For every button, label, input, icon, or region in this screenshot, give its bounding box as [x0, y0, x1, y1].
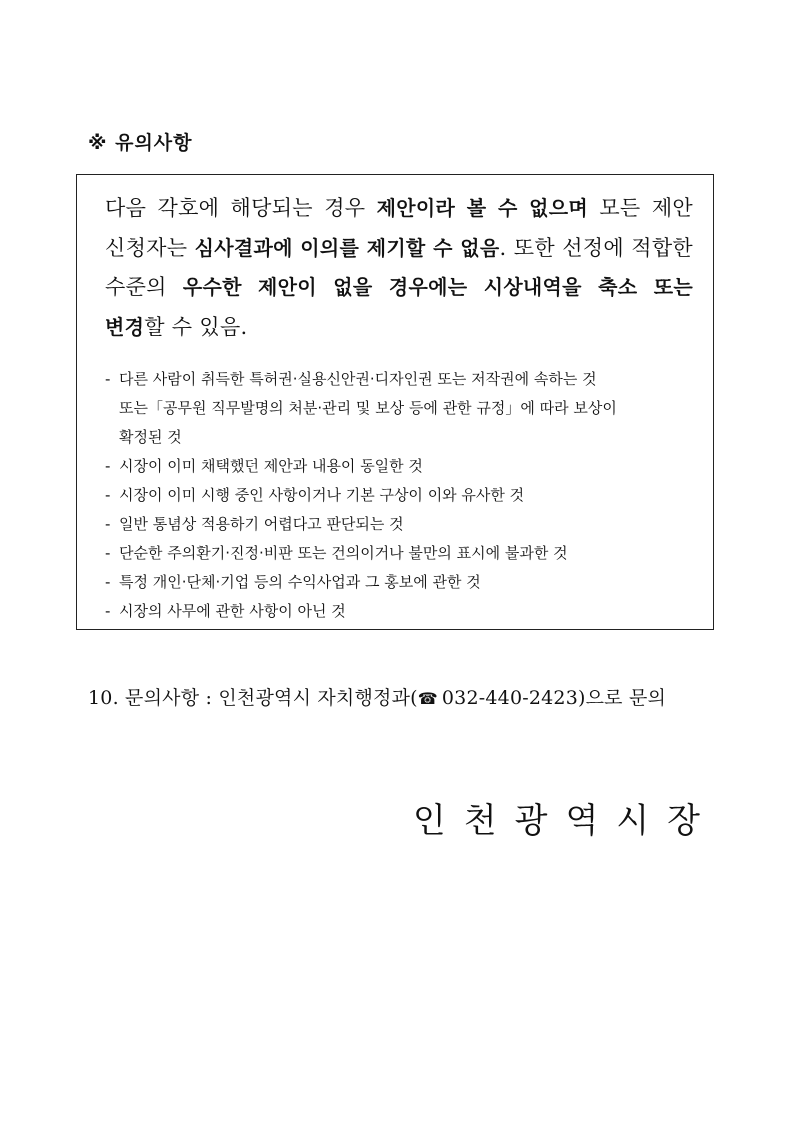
list-dash: -	[105, 515, 111, 533]
notice-line	[105, 189, 693, 229]
exclusion-list	[103, 365, 695, 626]
notice-emphasis: 제안이라 볼 수 없으며	[376, 196, 589, 220]
list-dash: -	[105, 602, 111, 620]
list-item	[103, 365, 695, 452]
notice-text: . 또한 선정에 적합한	[499, 235, 693, 260]
notice-text: 모든 제안	[588, 196, 693, 220]
notice-text: 할 수 있음.	[144, 314, 248, 339]
list-dash: -	[105, 573, 111, 591]
contact-suffix: )으로 문의	[578, 687, 667, 709]
list-item-text: 단순한 주의환기·진정·비판 또는 건의이거나 불만의 표시에 불과한 것	[119, 544, 568, 562]
issuer-signature: 인천광역시장	[412, 801, 718, 841]
contact-info	[88, 683, 666, 710]
notice-line	[105, 229, 693, 269]
list-item-text: 또는「공무원 직무발명의 처분·관리 및 보상 등에 관한 규정」에 따라 보상이	[119, 399, 617, 417]
list-item-text: 시장의 사무에 관한 사항이 아닌 것	[119, 602, 346, 620]
list-dash: -	[105, 486, 111, 504]
notice-text: 수준의	[105, 275, 183, 299]
notice-emphasis: 우수한 제안이 없을 경우에는 시상내역을 축소 또는	[182, 275, 693, 299]
notice-line	[105, 308, 693, 348]
contact-prefix: 10. 문의사항 : 인천광역시 자치행정과(	[88, 687, 418, 709]
list-item	[103, 481, 695, 510]
list-item	[103, 597, 695, 626]
list-item	[103, 539, 695, 568]
list-item-text: 시장이 이미 채택했던 제안과 내용이 동일한 것	[119, 457, 423, 475]
list-item-text: 특정 개인·단체·기업 등의 수익사업과 그 홍보에 관한 것	[119, 573, 481, 591]
list-item-text: 일반 통념상 적용하기 어렵다고 판단되는 것	[119, 515, 404, 533]
notice-box	[76, 174, 714, 630]
list-item	[103, 510, 695, 539]
list-item	[103, 452, 695, 481]
notice-line	[105, 268, 693, 308]
notice-text: 신청자는	[105, 235, 195, 260]
list-dash: -	[105, 544, 111, 562]
list-dash: -	[105, 370, 111, 388]
list-item-text: 다른 사람이 취득한 특허권·실용신안권·디자인권 또는 저작권에 속하는 것	[119, 370, 597, 388]
phone-icon: ☎	[417, 689, 438, 708]
list-item-text: 시장이 이미 시행 중인 사항이거나 기본 구상이 이와 유사한 것	[119, 486, 525, 504]
list-dash: -	[105, 457, 111, 475]
contact-phone: 032-440-2423	[441, 687, 579, 709]
notice-text: 다음 각호에 해당되는 경우	[105, 196, 377, 220]
notice-emphasis: 심사결과에 이의를 제기할 수 없음	[194, 235, 500, 260]
notice-emphasis: 변경	[105, 314, 145, 339]
notice-paragraph	[105, 189, 693, 347]
notice-heading: ※ 유의사항	[88, 132, 193, 154]
list-item-text: 확정된 것	[119, 428, 182, 446]
list-item	[103, 568, 695, 597]
